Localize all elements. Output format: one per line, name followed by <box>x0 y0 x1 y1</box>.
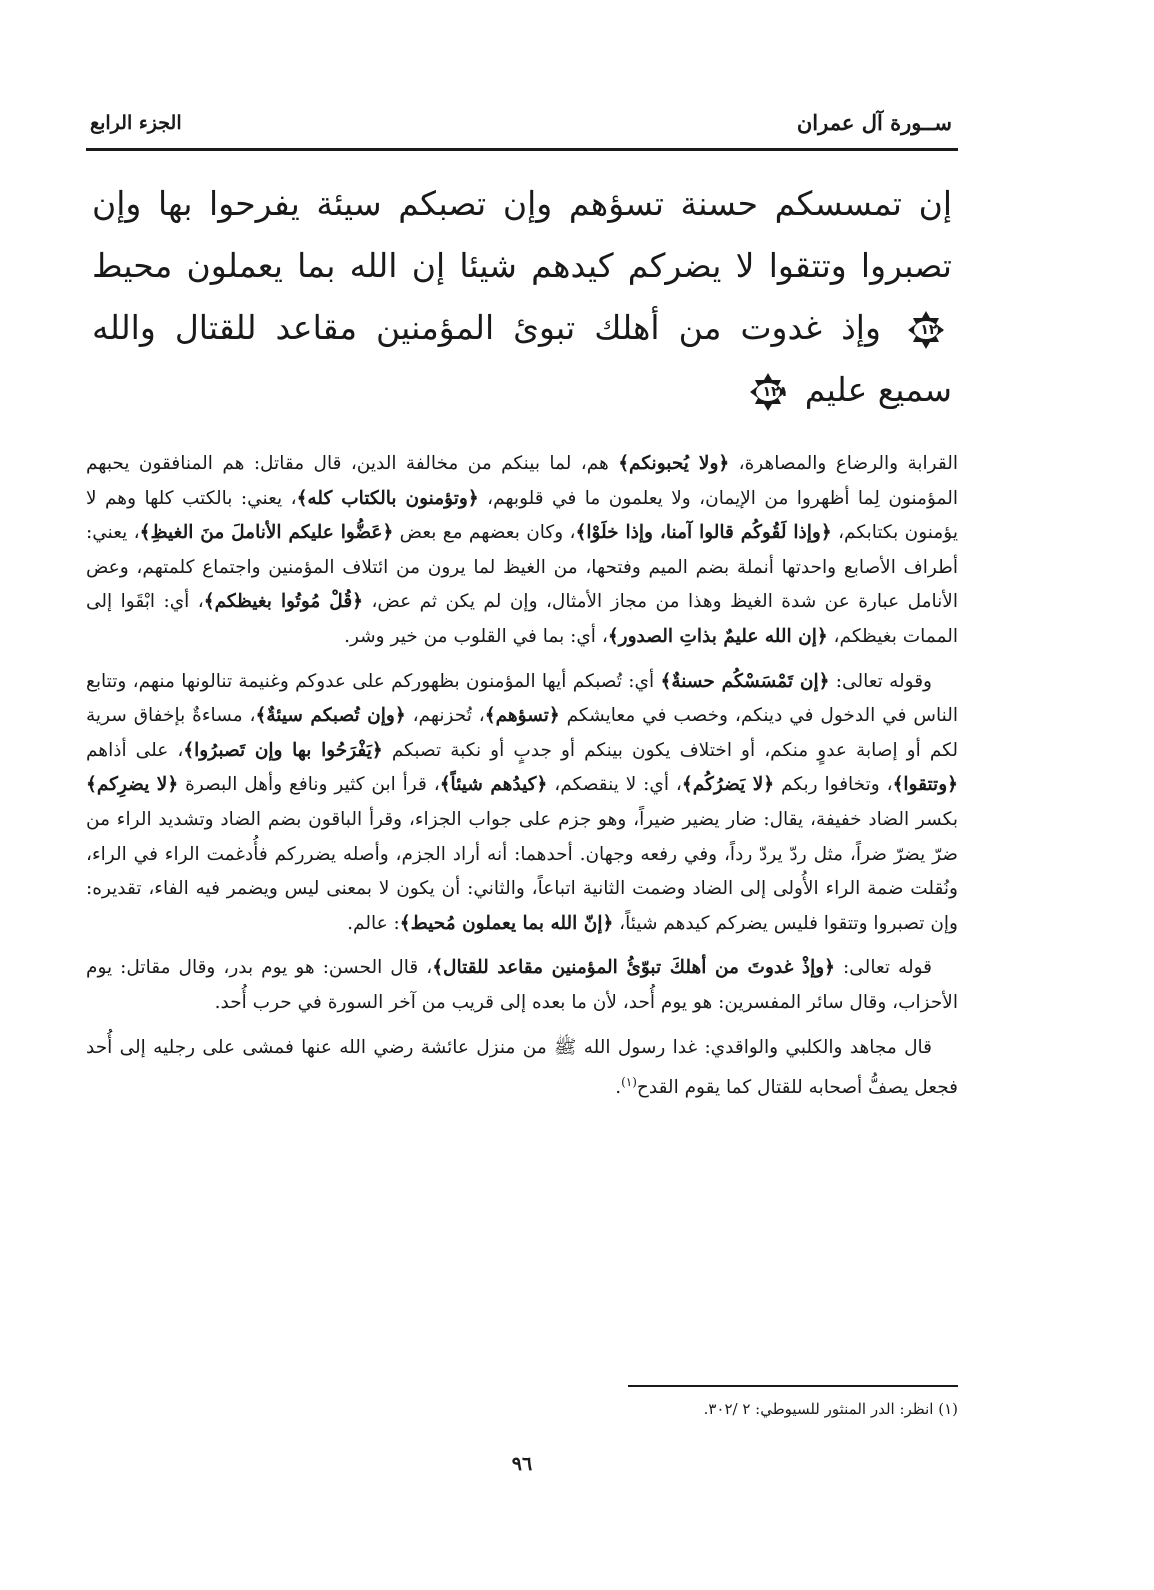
quran-quote: ﴿كيدُهم شيئاً﴾ <box>439 774 548 796</box>
commentary-paragraph-3 <box>86 951 958 1020</box>
tafsir-commentary <box>86 447 958 1106</box>
quran-quote: ﴿وإذا لَقُوكُم قالوا آمنا، وإذا خلَوْا﴾ <box>575 522 832 544</box>
paragraph-text: ، تُحزنهم، <box>405 705 485 727</box>
verse-121-text: وإذ غدوت من أهلك تبوئ المؤمنين مقاعد للقتال والله سميع عليم <box>92 308 952 409</box>
paragraph-text: القرابة والرضاع والمصاهرة، <box>729 453 958 474</box>
paragraph-text: بكسر الضاد خفيفة، يقال: ضار يضير ضيراً، وهو جزم على جواب الجزاء، وقرأ الباقون بضم الضاد وتشديد الراء من ضرّ يضرّ ضراً، مثل ردّ يردّ رداً، وفي رفعه وجهان. أحدهما: أنه أراد الجزم، وأصله يضرركم فأُدغمت الراء في الراء، ونُقلت ضمة الراء الأُولى إلى الضاد وضمت الثانية اتباعاً، والثاني: أن يكون لا بمعنى ليس ويضمر فيه الفاء، تقديره: وإن تصبروا وتتقوا فليس يضركم كيدهم شيئاً، <box>86 808 958 934</box>
quran-quote: ﴿وتتقوا﴾ <box>892 774 958 796</box>
paragraph-text: قال مجاهد والكلبي والواقدي: غدا رسول الله ﷺ من منزل عائشة رضي الله عنها فمشى على رجليه إلى أُحد فجعل يصفُّ أصحابه للقتال كما يقوم القدح <box>86 1036 958 1099</box>
verse-number-120: ١٢٠ <box>920 322 946 338</box>
paragraph-text: ، قال الحسن: هو يوم بدر، وقال مقاتل: يوم الأحزاب، وقال سائر المفسرين: هو يوم أُحد، لأن ما بعده إلى قريب من آخر السورة في حرب أُحد. <box>86 957 958 1013</box>
paragraph-text: . <box>615 1077 622 1099</box>
paragraph-text: ، يعني: أطراف الأصابع واحدتها أنملة بضم الميم وفتحها، من الغيظ لما يرون من ائتلاف المؤمنين واجتماع كلمتهم، وعض الأنامل عبارة عن شدة الغيظ وهذا من مجاز الأمثال، وإن لم يكن ثم عض، <box>86 522 958 613</box>
commentary-paragraph-2 <box>86 665 958 942</box>
header-surah-title: ســورة آل عمران <box>796 110 952 135</box>
verse-120-text: إن تمسسكم حسنة تسؤهم وإن تصبكم سيئة يفرحوا بها وإن تصبروا وتتقوا لا يضركم كيدهم شيئا إن الله بما يعملون محيط <box>92 184 952 285</box>
quran-quote: ﴿ولا يُحبونكم﴾ <box>618 453 730 474</box>
quran-verses <box>86 173 958 421</box>
quran-quote: ﴿تسؤهم﴾ <box>484 705 560 727</box>
commentary-paragraph-4 <box>86 1031 958 1106</box>
paragraph-text: ، مساءةٌ بإخفاق سرية لكم أو إصابة عدوٍ منكم، أو اختلاف يكون بينكم أو جدبٍ أو نكبة تصبكم <box>86 705 958 761</box>
running-header <box>86 108 958 151</box>
verse-end-marker-120 <box>906 310 946 350</box>
quran-quote: ﴿قُلْ مُوتُوا بغيظكم﴾ <box>203 591 363 613</box>
paragraph-text: : عالم. <box>347 912 400 934</box>
header-juz-label: الجزء الرابع <box>90 112 182 134</box>
quran-quote: ﴿إنّ الله بما يعملون مُحيط﴾ <box>399 912 614 934</box>
paragraph-text: وقوله تعالى: <box>829 670 932 692</box>
footnote: (١) انظر: الدر المنثور للسيوطي: ٢ /٣٠٢. <box>703 1400 958 1418</box>
quran-quote: ﴿وإن تُصبكم سيئةٌ﴾ <box>255 705 406 727</box>
verse-end-marker-121 <box>748 372 788 412</box>
paragraph-text: ، قرأ ابن كثير ونافع وأهل البصرة <box>178 774 440 796</box>
quran-quote: ﴿لا يَضرُكُم﴾ <box>681 774 775 796</box>
paragraph-text: ، وكان بعضهم مع بعض <box>393 522 576 544</box>
paragraph-text: ، على أذاهم <box>86 739 184 761</box>
footnote-divider <box>628 1385 958 1387</box>
paragraph-text: أي: تُصبكم أيها المؤمنون بظهوركم على عدوكم وغنيمة تنالونها منهم، وتتابع الناس في الدخول في دينكم، وخصب في معايشكم <box>86 670 958 727</box>
page-number: ٩٦ <box>511 1453 533 1475</box>
paragraph-text: ، أي: ابْقَوا إلى الممات بغيظكم، <box>86 591 958 647</box>
paragraph-text: ، وتخافوا ربكم <box>774 774 893 796</box>
footnote-reference[interactable]: (١) <box>621 1075 637 1090</box>
page <box>86 108 958 1548</box>
quran-quote: ﴿إن الله عليمٌ بذاتِ الصدور﴾ <box>607 625 828 647</box>
quran-quote: ﴿وإذْ غدوتَ من أهلكَ تبوّئُ المؤمنين مقاعد للقتال﴾ <box>432 957 835 979</box>
paragraph-text: ، يعني: بالكتب كلها وهم لا يؤمنون بكتابكم، <box>86 487 959 544</box>
quran-quote: ﴿عَضُّوا عليكم الأناملَ منَ الغيظِ﴾ <box>139 522 394 544</box>
paragraph-text: قوله تعالى: <box>835 957 933 979</box>
quran-quote: ﴿يَفْرَحُوا بها وإن تَصبرُوا﴾ <box>183 739 383 761</box>
verse-number-121: ١٢١ <box>762 384 789 400</box>
quran-quote: ﴿لا يضرِكم﴾ <box>86 774 179 796</box>
paragraph-text: ، أي: لا ينقصكم، <box>547 774 682 796</box>
quran-quote: ﴿إن تَمْسَسْكُم حسنةٌ﴾ <box>660 670 830 692</box>
quran-quote: ﴿وتؤمنون بالكتاب كله﴾ <box>296 487 479 509</box>
paragraph-text: ، أي: بما في القلوب من خير وشر. <box>344 625 608 647</box>
paragraph-text: هم، لما بينكم من مخالفة الدين، قال مقاتل: هم المنافقون يحبهم المؤمنون لِما أظهروا من الإيمان، ولا يعلمون ما في قلوبهم، <box>86 453 958 509</box>
commentary-paragraph-1 <box>86 447 958 655</box>
